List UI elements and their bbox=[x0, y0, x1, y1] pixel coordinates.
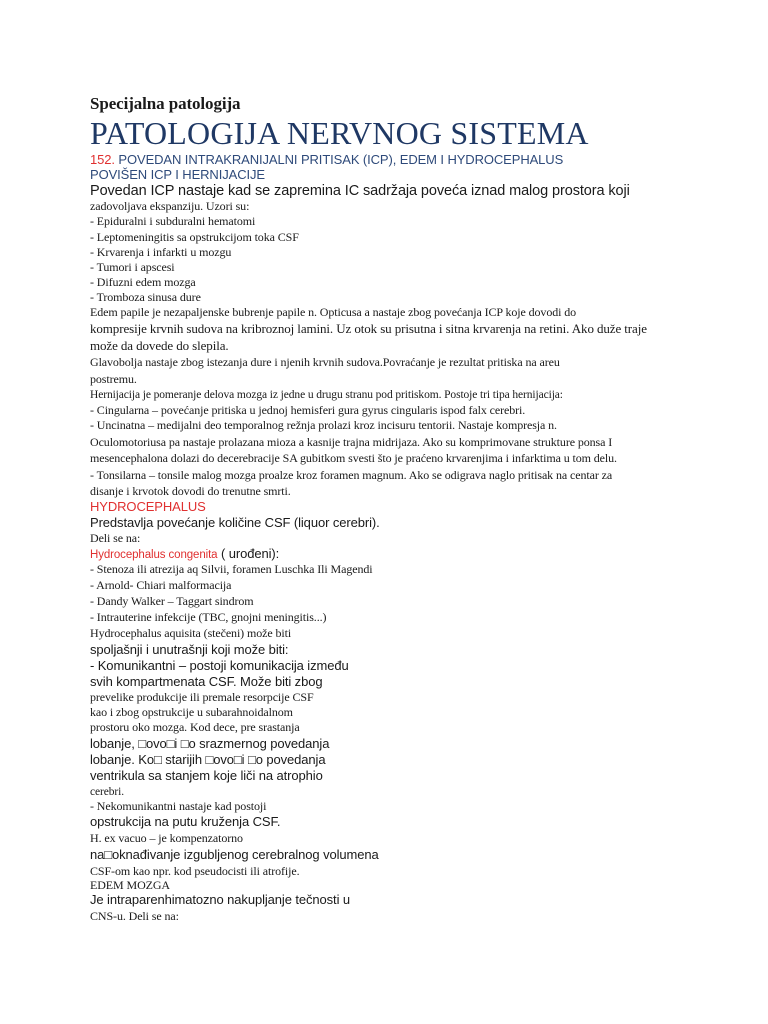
text-line: Glavobolja nastaje zbog istezanja dure i njenih krvnih sudova.Povraćanje je rezultat pritiska na areu bbox=[90, 355, 560, 369]
section-number: 152. bbox=[90, 152, 115, 167]
list-item: - Krvarenja i infarkti u mozgu bbox=[90, 245, 232, 259]
text-line: Oculomotoriusa pa nastaje prolazana mioza a kasnije trajna midrijaza. Ako su komprimovane strukture ponsa I bbox=[90, 435, 613, 449]
list-item: - Komunikantni – postoji komunikacija između bbox=[90, 658, 349, 673]
heading-hydrocephalus: HYDROCEPHALUS bbox=[90, 499, 206, 514]
text-line: opstrukcija na putu kruženja CSF. bbox=[90, 814, 281, 829]
text-line: CNS-u. Deli se na: bbox=[90, 909, 179, 923]
list-item: - Cingularna – povećanje pritiska u jednoj hemisferi gura gyrus cingularis ispod falx cerebri. bbox=[90, 403, 526, 417]
list-item: - Leptomeningitis sa opstrukcijom toka CSF bbox=[90, 230, 299, 244]
section-title: POVEDAN INTRAKRANIJALNI PRITISAK (ICP), EDEM I HYDROCEPHALUS bbox=[118, 152, 564, 167]
text-line: na□oknađivanje izgubljenog cerebralnog volumena bbox=[90, 847, 379, 862]
text-line: Hernijacija je pomeranje delova mozga iz jedne u drugu stranu pod pritiskom. Postoje tri tipa hernijacija: bbox=[90, 389, 563, 401]
subheading-congenita: Hydrocephalus congenita bbox=[90, 549, 218, 561]
text-line: mesencephalona dolazi do decerebracije SA gubitkom svesti što je praćeno krvarenjima i infarktima u tom delu. bbox=[90, 451, 617, 465]
text-line: Je intraparenhimatozno nakupljanje tečnosti u bbox=[90, 892, 351, 907]
text-line: Povedan ICP nastaje kad se zapremina IC sadržaja poveća iznad malog prostora koji bbox=[90, 183, 630, 199]
list-item: - Nekomunikantni nastaje kad postoji bbox=[90, 799, 267, 813]
heading-edem-mozga: EDEM MOZGA bbox=[90, 878, 170, 892]
text-line: prevelike produkcije ili premale resorpcije CSF bbox=[90, 690, 314, 704]
list-item: - Arnold- Chiari malformacija bbox=[90, 578, 232, 592]
text-line: cerebri. bbox=[90, 786, 124, 798]
text-line: spoljašnji i unutrašnji koji može biti: bbox=[90, 642, 289, 657]
text-line: CSF-om kao npr. kod pseudocisti ili atrofije. bbox=[90, 864, 300, 878]
list-item: - Tonsilarna – tonsile malog mozga proalze kroz foramen magnum. Ako se odigrava naglo pritisak na centar za bbox=[90, 468, 613, 482]
subheading-congenita-note: ( urođeni): bbox=[217, 546, 280, 561]
list-item: - Intrauterine infekcije (TBC, gnojni meningitis...) bbox=[90, 610, 327, 624]
text-line: lobanje. Ko□ starijih □ovo□i □o povedanja bbox=[90, 752, 326, 767]
list-item: - Tumori i apscesi bbox=[90, 260, 175, 274]
list-item: - Uncinatna – medijalni deo temporalnog režnja prolazi kroz incisuru tentorii. Nastaje kompresja n. bbox=[90, 418, 557, 432]
list-item: - Difuzni edem mozga bbox=[90, 275, 196, 289]
text-line: može da dovede do slepila. bbox=[90, 338, 229, 353]
text-line: Hydrocephalus aquisita (stečeni) može biti bbox=[90, 626, 292, 640]
text-line: kao i zbog opstrukcije u subarahnoidalnom bbox=[90, 705, 293, 719]
text-line: kompresije krvnih sudova na kribroznoj lamini. Uz otok su prisutna i sitna krvarenja na retini. Ako duže traje bbox=[90, 321, 647, 336]
document-title: PATOLOGIJA NERVNOG SISTEMA bbox=[90, 115, 589, 151]
document-subtitle: Specijalna patologija bbox=[90, 94, 241, 113]
text-line: Deli se na: bbox=[90, 531, 141, 545]
subheading-line bbox=[90, 547, 279, 562]
text-line: zadovoljava ekspanziju. Uzori su: bbox=[90, 199, 250, 213]
list-item: - Stenoza ili atrezija aq Silvii, foramen Luschka Ili Magendi bbox=[90, 562, 373, 576]
section-heading bbox=[90, 153, 563, 167]
list-item: - Dandy Walker – Taggart sindrom bbox=[90, 594, 254, 608]
section-subtitle: POVIŠEN ICP I HERNIJACIJE bbox=[90, 167, 265, 182]
text-line: Edem papile je nezapaljenske bubrenje papile n. Opticusa a nastaje zbog povećanja ICP koje dovodi do bbox=[90, 305, 577, 319]
list-item: - Tromboza sinusa dure bbox=[90, 290, 201, 304]
text-line: prostoru oko mozga. Kod dece, pre srastanja bbox=[90, 720, 300, 734]
list-item: - Epiduralni i subduralni hematomi bbox=[90, 214, 256, 228]
text-line: svih kompartmenata CSF. Može biti zbog bbox=[90, 674, 323, 689]
text-line: postremu. bbox=[90, 372, 137, 386]
text-line: disanje i krvotok dovodi do trenutne smrti. bbox=[90, 484, 291, 498]
text-line: ventrikula sa stanjem koje liči na atrophio bbox=[90, 768, 323, 783]
text-line: Predstavlja povećanje količine CSF (liquor cerebri). bbox=[90, 515, 380, 530]
text-line: H. ex vacuo – je kompenzatorno bbox=[90, 831, 243, 845]
text-line: lobanje, □ovo□i □o srazmernog povedanja bbox=[90, 736, 330, 751]
